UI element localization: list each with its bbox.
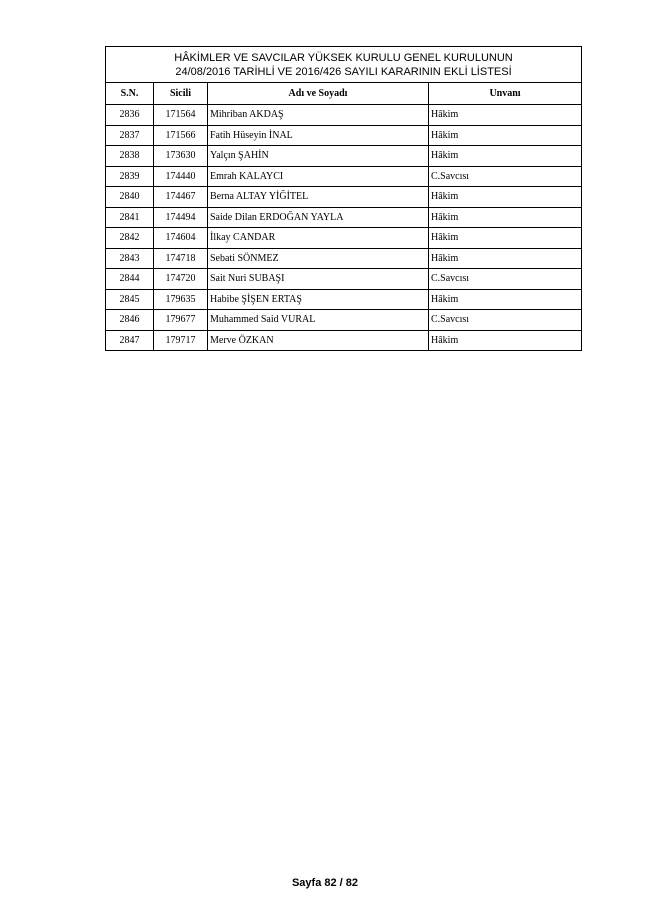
cell-unvan: Hâkim xyxy=(429,228,582,249)
cell-sn: 2840 xyxy=(106,187,154,208)
cell-unvan: Hâkim xyxy=(429,207,582,228)
cell-name: Fatih Hüseyin İNAL xyxy=(208,125,429,146)
cell-sn: 2839 xyxy=(106,166,154,187)
header-unvan: Unvanı xyxy=(429,83,582,105)
cell-name: Habibe ŞİŞEN ERTAŞ xyxy=(208,289,429,310)
cell-sn: 2846 xyxy=(106,310,154,331)
table-row xyxy=(106,289,582,310)
cell-sicili: 179677 xyxy=(154,310,208,331)
cell-sn: 2837 xyxy=(106,125,154,146)
cell-sn: 2836 xyxy=(106,105,154,126)
cell-sicili: 174467 xyxy=(154,187,208,208)
table-row xyxy=(106,248,582,269)
cell-unvan: Hâkim xyxy=(429,146,582,167)
cell-sn: 2843 xyxy=(106,248,154,269)
cell-name: Merve ÖZKAN xyxy=(208,330,429,351)
cell-sn: 2842 xyxy=(106,228,154,249)
page-number: Sayfa 82 / 82 xyxy=(291,877,359,889)
table-row xyxy=(106,310,582,331)
cell-sicili: 174718 xyxy=(154,248,208,269)
table-row xyxy=(106,269,582,290)
cell-sicili: 174604 xyxy=(154,228,208,249)
cell-name: Muhammed Said VURAL xyxy=(208,310,429,331)
cell-sicili: 171564 xyxy=(154,105,208,126)
document-title-line1: HÂKİMLER VE SAVCILAR YÜKSEK KURULU GENEL KURULUNUN xyxy=(174,51,513,64)
cell-sicili: 174720 xyxy=(154,269,208,290)
cell-sicili: 173630 xyxy=(154,146,208,167)
cell-name: Mihriban AKDAŞ xyxy=(208,105,429,126)
table-row xyxy=(106,146,582,167)
cell-sicili: 174494 xyxy=(154,207,208,228)
cell-sn: 2838 xyxy=(106,146,154,167)
cell-name: Sait Nuri SUBAŞI xyxy=(208,269,429,290)
table-header-row xyxy=(106,83,582,105)
cell-unvan: Hâkim xyxy=(429,187,582,208)
table-row xyxy=(106,207,582,228)
cell-sn: 2845 xyxy=(106,289,154,310)
cell-sn: 2844 xyxy=(106,269,154,290)
cell-unvan: Hâkim xyxy=(429,248,582,269)
cell-name: Yalçın ŞAHİN xyxy=(208,146,429,167)
header-sicili: Sicili xyxy=(154,83,208,105)
cell-name: Emrah KALAYCI xyxy=(208,166,429,187)
document-title xyxy=(106,47,582,83)
header-sn: S.N. xyxy=(106,83,154,105)
cell-sicili: 174440 xyxy=(154,166,208,187)
cell-unvan: Hâkim xyxy=(429,105,582,126)
cell-sn: 2847 xyxy=(106,330,154,351)
table-body xyxy=(106,105,582,351)
table-row xyxy=(106,187,582,208)
cell-unvan: C.Savcısı xyxy=(429,269,582,290)
cell-sicili: 179717 xyxy=(154,330,208,351)
table-row xyxy=(106,166,582,187)
cell-unvan: Hâkim xyxy=(429,125,582,146)
cell-unvan: Hâkim xyxy=(429,289,582,310)
cell-sn: 2841 xyxy=(106,207,154,228)
table-row xyxy=(106,125,582,146)
cell-sicili: 171566 xyxy=(154,125,208,146)
cell-unvan: C.Savcısı xyxy=(429,166,582,187)
cell-name: Sebati SÖNMEZ xyxy=(208,248,429,269)
header-name: Adı ve Soyadı xyxy=(208,83,429,105)
cell-unvan: Hâkim xyxy=(429,330,582,351)
cell-name: Berna ALTAY YİĞİTEL xyxy=(208,187,429,208)
table-row xyxy=(106,228,582,249)
document-title-line2: 24/08/2016 TARİHLİ VE 2016/426 SAYILI KARARININ EKLİ LİSTESİ xyxy=(175,65,512,78)
cell-name: Saide Dilan ERDOĞAN YAYLA xyxy=(208,207,429,228)
table-title-row xyxy=(106,47,582,83)
table-row xyxy=(106,330,582,351)
table-row xyxy=(106,105,582,126)
cell-name: İlkay CANDAR xyxy=(208,228,429,249)
personnel-table xyxy=(105,46,582,351)
cell-sicili: 179635 xyxy=(154,289,208,310)
cell-unvan: C.Savcısı xyxy=(429,310,582,331)
